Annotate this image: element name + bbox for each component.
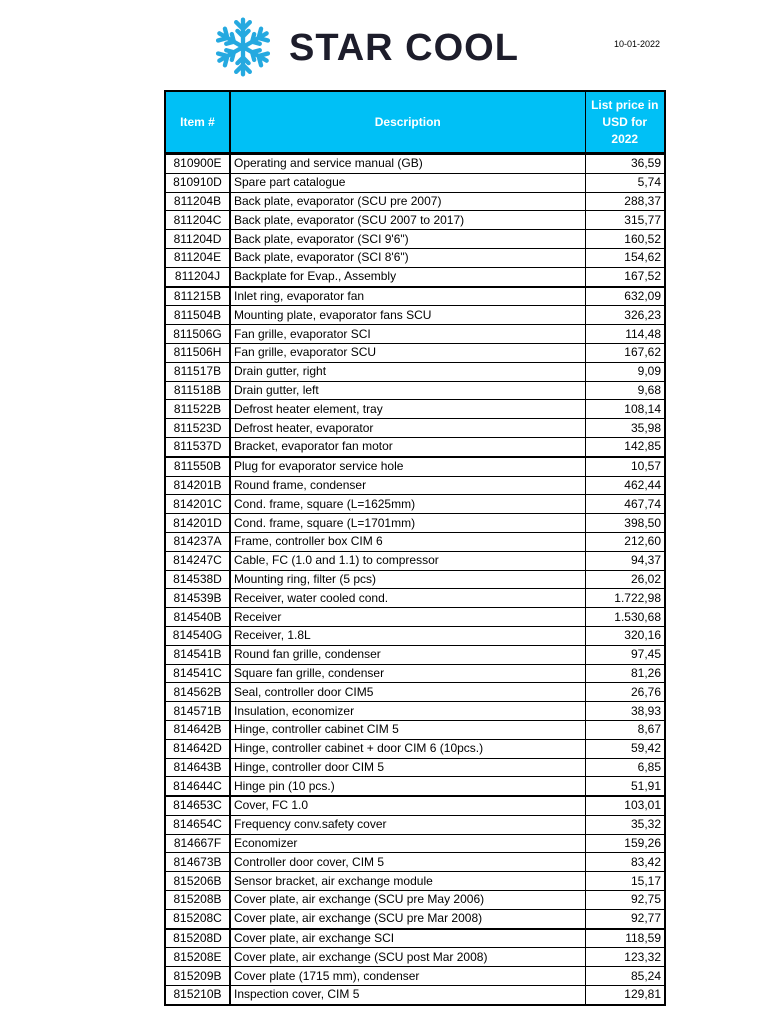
description-cell: Back plate, evaporator (SCI 8'6") xyxy=(230,248,585,267)
description-cell: Receiver, water cooled cond. xyxy=(230,589,585,608)
item-cell: 815206B xyxy=(165,872,230,891)
table-row xyxy=(165,702,665,721)
table-row xyxy=(165,476,665,495)
description-cell: Drain gutter, right xyxy=(230,362,585,381)
price-cell: 167,52 xyxy=(585,267,665,286)
table-row xyxy=(165,853,665,872)
price-cell: 467,74 xyxy=(585,495,665,514)
price-cell: 81,26 xyxy=(585,664,665,683)
item-cell: 814541B xyxy=(165,645,230,664)
price-cell: 118,59 xyxy=(585,929,665,948)
table-row xyxy=(165,570,665,589)
item-cell: 814571B xyxy=(165,702,230,721)
price-cell: 315,77 xyxy=(585,211,665,230)
description-cell: Economizer xyxy=(230,834,585,853)
price-cell: 85,24 xyxy=(585,967,665,986)
item-cell: 811518B xyxy=(165,381,230,400)
description-cell: Controller door cover, CIM 5 xyxy=(230,853,585,872)
item-cell: 811506H xyxy=(165,343,230,362)
price-cell: 8,67 xyxy=(585,720,665,739)
table-row xyxy=(165,796,665,815)
item-cell: 814643B xyxy=(165,758,230,777)
document-date: 10-01-2022 xyxy=(614,39,661,49)
item-cell: 814201B xyxy=(165,476,230,495)
description-cell: Frame, controller box CIM 6 xyxy=(230,532,585,551)
description-cell: Round fan grille, condenser xyxy=(230,645,585,664)
table-row xyxy=(165,400,665,419)
price-cell: 1.530,68 xyxy=(585,608,665,627)
description-cell: Cover plate, air exchange (SCU pre May 2006) xyxy=(230,891,585,910)
price-cell: 51,91 xyxy=(585,777,665,796)
table-row xyxy=(165,362,665,381)
description-cell: Frequency conv.safety cover xyxy=(230,815,585,834)
table-body xyxy=(165,154,665,1005)
item-cell: 811504B xyxy=(165,306,230,325)
table-row xyxy=(165,325,665,344)
table-row xyxy=(165,532,665,551)
table-row xyxy=(165,758,665,777)
table-row xyxy=(165,343,665,362)
description-cell: Inspection cover, CIM 5 xyxy=(230,986,585,1005)
item-cell: 814539B xyxy=(165,589,230,608)
table-row xyxy=(165,608,665,627)
price-cell: 59,42 xyxy=(585,739,665,758)
description-cell: Cond. frame, square (L=1625mm) xyxy=(230,495,585,514)
description-cell: Defrost heater element, tray xyxy=(230,400,585,419)
table-row xyxy=(165,287,665,306)
price-cell: 159,26 xyxy=(585,834,665,853)
price-cell: 142,85 xyxy=(585,437,665,456)
table-row xyxy=(165,154,665,174)
table-row xyxy=(165,929,665,948)
snowflake-icon xyxy=(212,15,274,79)
description-cell: Square fan grille, condenser xyxy=(230,664,585,683)
item-cell: 814654C xyxy=(165,815,230,834)
description-cell: Hinge, controller cabinet + door CIM 6 (10pcs.) xyxy=(230,739,585,758)
price-cell: 212,60 xyxy=(585,532,665,551)
description-cell: Insulation, economizer xyxy=(230,702,585,721)
table-row xyxy=(165,306,665,325)
item-cell: 815208D xyxy=(165,929,230,948)
item-cell: 811204J xyxy=(165,267,230,286)
price-cell: 167,62 xyxy=(585,343,665,362)
table-row xyxy=(165,419,665,438)
description-cell: Back plate, evaporator (SCI 9'6") xyxy=(230,230,585,249)
item-cell: 811204C xyxy=(165,211,230,230)
price-cell: 92,77 xyxy=(585,909,665,928)
item-cell: 814562B xyxy=(165,683,230,702)
description-cell: Mounting ring, filter (5 pcs) xyxy=(230,570,585,589)
table-row xyxy=(165,777,665,796)
item-cell: 815208C xyxy=(165,909,230,928)
description-cell: Cable, FC (1.0 and 1.1) to compressor xyxy=(230,551,585,570)
price-cell: 326,23 xyxy=(585,306,665,325)
item-cell: 814201C xyxy=(165,495,230,514)
item-cell: 815208E xyxy=(165,948,230,967)
table-row xyxy=(165,986,665,1005)
description-cell: Cover plate, air exchange (SCU pre Mar 2008) xyxy=(230,909,585,928)
price-list-table xyxy=(164,90,666,1006)
item-cell: 814201D xyxy=(165,514,230,533)
item-cell: 814642D xyxy=(165,739,230,758)
description-cell: Mounting plate, evaporator fans SCU xyxy=(230,306,585,325)
price-cell: 108,14 xyxy=(585,400,665,419)
item-cell: 814667F xyxy=(165,834,230,853)
price-cell: 9,68 xyxy=(585,381,665,400)
table-row xyxy=(165,248,665,267)
description-cell: Cover, FC 1.0 xyxy=(230,796,585,815)
table-row xyxy=(165,192,665,211)
price-cell: 103,01 xyxy=(585,796,665,815)
item-cell: 811537D xyxy=(165,437,230,456)
item-cell: 815210B xyxy=(165,986,230,1005)
item-cell: 810900E xyxy=(165,154,230,174)
item-cell: 811517B xyxy=(165,362,230,381)
item-cell: 814247C xyxy=(165,551,230,570)
table-row xyxy=(165,495,665,514)
table-row xyxy=(165,514,665,533)
item-cell: 814673B xyxy=(165,853,230,872)
table-row xyxy=(165,551,665,570)
item-cell: 814644C xyxy=(165,777,230,796)
item-cell: 814541C xyxy=(165,664,230,683)
price-cell: 35,98 xyxy=(585,419,665,438)
price-cell: 129,81 xyxy=(585,986,665,1005)
description-cell: Cond. frame, square (L=1701mm) xyxy=(230,514,585,533)
table-row xyxy=(165,437,665,456)
item-cell: 811522B xyxy=(165,400,230,419)
description-cell: Inlet ring, evaporator fan xyxy=(230,287,585,306)
table-row xyxy=(165,230,665,249)
price-cell: 15,17 xyxy=(585,872,665,891)
item-cell: 811204E xyxy=(165,248,230,267)
price-cell: 26,02 xyxy=(585,570,665,589)
table-row xyxy=(165,381,665,400)
description-cell: Plug for evaporator service hole xyxy=(230,457,585,476)
description-cell: Back plate, evaporator (SCU 2007 to 2017) xyxy=(230,211,585,230)
table-row xyxy=(165,173,665,192)
table-row xyxy=(165,720,665,739)
table-row xyxy=(165,645,665,664)
price-cell: 9,09 xyxy=(585,362,665,381)
table-row xyxy=(165,267,665,286)
item-cell: 811523D xyxy=(165,419,230,438)
item-cell: 811204D xyxy=(165,230,230,249)
description-cell: Hinge pin (10 pcs.) xyxy=(230,777,585,796)
table-row xyxy=(165,457,665,476)
price-cell: 26,76 xyxy=(585,683,665,702)
price-cell: 398,50 xyxy=(585,514,665,533)
column-header-item: Item # xyxy=(165,91,230,154)
item-cell: 810910D xyxy=(165,173,230,192)
price-cell: 320,16 xyxy=(585,626,665,645)
price-cell: 1.722,98 xyxy=(585,589,665,608)
description-cell: Hinge, controller cabinet CIM 5 xyxy=(230,720,585,739)
table-row xyxy=(165,967,665,986)
table-header-row xyxy=(165,91,665,154)
price-cell: 462,44 xyxy=(585,476,665,495)
description-cell: Operating and service manual (GB) xyxy=(230,154,585,174)
price-cell: 154,62 xyxy=(585,248,665,267)
item-cell: 814540G xyxy=(165,626,230,645)
description-cell: Cover plate, air exchange (SCU post Mar 2008) xyxy=(230,948,585,967)
description-cell: Sensor bracket, air exchange module xyxy=(230,872,585,891)
price-cell: 114,48 xyxy=(585,325,665,344)
description-cell: Cover plate (1715 mm), condenser xyxy=(230,967,585,986)
description-cell: Seal, controller door CIM5 xyxy=(230,683,585,702)
table-row xyxy=(165,834,665,853)
price-cell: 92,75 xyxy=(585,891,665,910)
price-cell: 6,85 xyxy=(585,758,665,777)
table-row xyxy=(165,683,665,702)
item-cell: 814538D xyxy=(165,570,230,589)
table-row xyxy=(165,872,665,891)
price-cell: 5,74 xyxy=(585,173,665,192)
price-cell: 35,32 xyxy=(585,815,665,834)
description-cell: Hinge, controller door CIM 5 xyxy=(230,758,585,777)
price-cell: 10,57 xyxy=(585,457,665,476)
table-row xyxy=(165,626,665,645)
description-cell: Spare part catalogue xyxy=(230,173,585,192)
item-cell: 814642B xyxy=(165,720,230,739)
item-cell: 815208B xyxy=(165,891,230,910)
price-cell: 83,42 xyxy=(585,853,665,872)
description-cell: Cover plate, air exchange SCI xyxy=(230,929,585,948)
price-cell: 97,45 xyxy=(585,645,665,664)
item-cell: 815209B xyxy=(165,967,230,986)
item-cell: 814540B xyxy=(165,608,230,627)
table-row xyxy=(165,891,665,910)
item-cell: 814653C xyxy=(165,796,230,815)
price-cell: 38,93 xyxy=(585,702,665,721)
table-row xyxy=(165,664,665,683)
description-cell: Backplate for Evap., Assembly xyxy=(230,267,585,286)
description-cell: Receiver, 1.8L xyxy=(230,626,585,645)
description-cell: Defrost heater, evaporator xyxy=(230,419,585,438)
item-cell: 811215B xyxy=(165,287,230,306)
table-row xyxy=(165,589,665,608)
table-row xyxy=(165,815,665,834)
price-cell: 632,09 xyxy=(585,287,665,306)
price-cell: 123,32 xyxy=(585,948,665,967)
description-cell: Back plate, evaporator (SCU pre 2007) xyxy=(230,192,585,211)
item-cell: 811550B xyxy=(165,457,230,476)
table-row xyxy=(165,948,665,967)
column-header-price: List price in USD for 2022 xyxy=(585,91,665,154)
price-cell: 288,37 xyxy=(585,192,665,211)
description-cell: Receiver xyxy=(230,608,585,627)
item-cell: 811506G xyxy=(165,325,230,344)
brand-logo-text: STAR COOL xyxy=(289,27,519,69)
description-cell: Bracket, evaporator fan motor xyxy=(230,437,585,456)
table-row xyxy=(165,909,665,928)
table-row xyxy=(165,739,665,758)
item-cell: 811204B xyxy=(165,192,230,211)
description-cell: Round frame, condenser xyxy=(230,476,585,495)
description-cell: Drain gutter, left xyxy=(230,381,585,400)
item-cell: 814237A xyxy=(165,532,230,551)
price-cell: 160,52 xyxy=(585,230,665,249)
description-cell: Fan grille, evaporator SCI xyxy=(230,325,585,344)
page-header xyxy=(0,0,768,90)
table-row xyxy=(165,211,665,230)
price-cell: 94,37 xyxy=(585,551,665,570)
description-cell: Fan grille, evaporator SCU xyxy=(230,343,585,362)
price-cell: 36,59 xyxy=(585,154,665,174)
column-header-description: Description xyxy=(230,91,585,154)
